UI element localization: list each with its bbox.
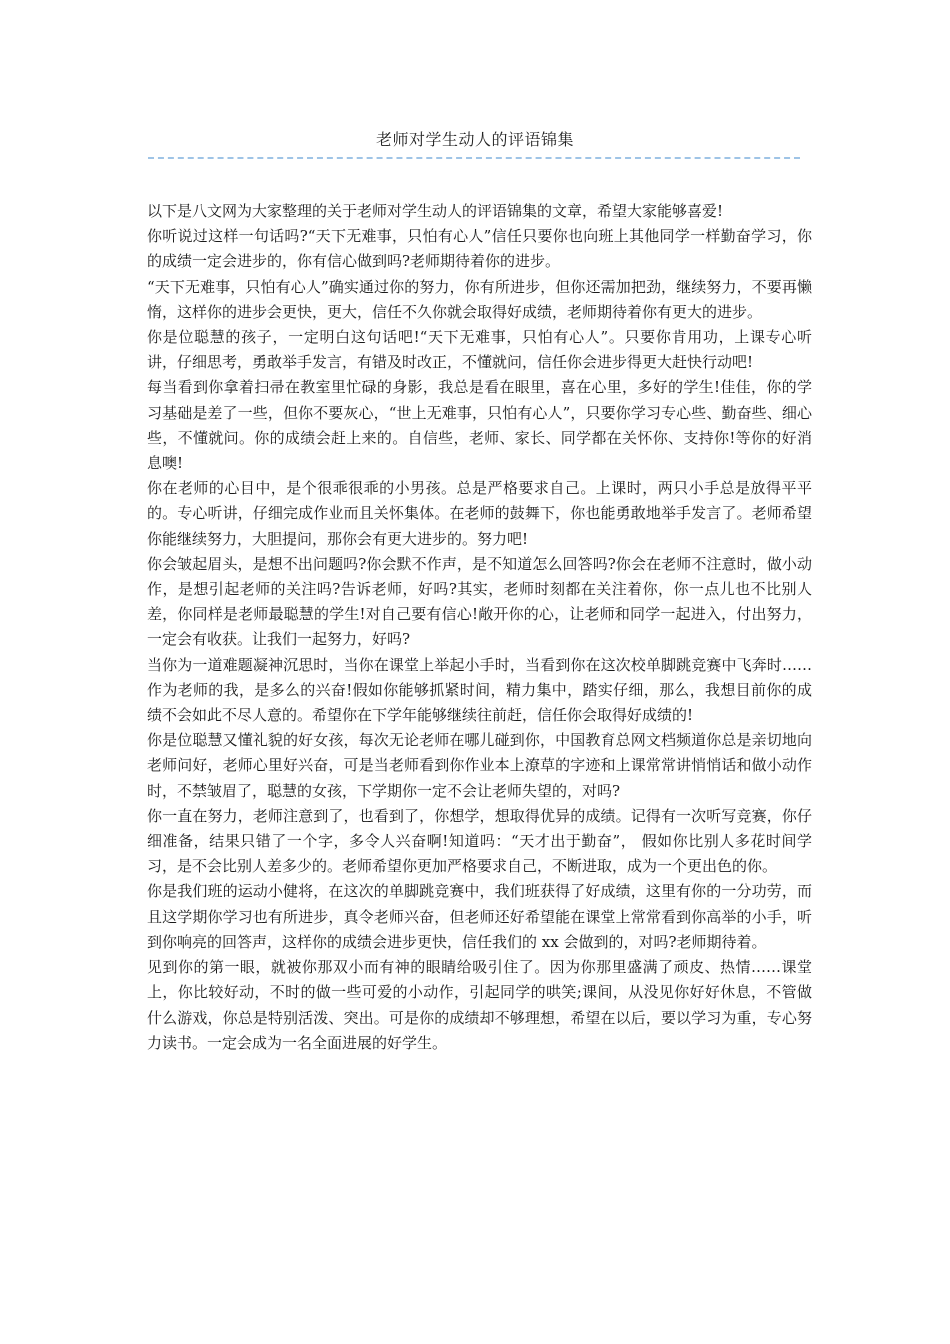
paragraph-intro: 以下是八文网为大家整理的关于老师对学生动人的评语锦集的文章，希望大家能够喜爱! (147, 202, 724, 220)
paragraph-comment-7: 当你为一道难题凝神沉思时，当你在课堂上举起小手时，当看到你在这次校单脚跳竞赛中飞奔时……作为老师的我，是多么的兴奋!假如你能够抓紧时间，精力集中，踏实仔细，那么，我想目前你的成绩不会如此不尽人意的。希望你在下学年能够继续往前赶，信任你会取得好成绩的! (147, 655, 812, 725)
paragraph-comment-3: 你是位聪慧的孩子，一定明白这句话吧!“天下无难事，只怕有心人”。只要你肯用功，上课专心听讲，仔细思考，勇敢举手发言，有错及时改正，不懂就问，信任你会进步得更大赶快行动吧! (147, 328, 812, 372)
paragraph-comment-9: 你一直在努力，老师注意到了，也看到了，你想学，想取得优异的成绩。记得有一次听写竞赛，你仔细准备，结果只错了一个字，多令人兴奋啊!知道吗：“天才出于勤奋”， 假如你比别人多花时间学习，是不会比别人差多少的。老师希望你更加严格要求自己，不断进取，成为一个更出色的你。 (147, 806, 812, 876)
paragraph-comment-4: 每当看到你拿着扫帚在教室里忙碌的身影，我总是看在眼里，喜在心里，多好的学生!佳佳，你的学习基础是差了一些，但你不要灰心，“世上无难事，只怕有心人”，只要你学习专心些、勤奋些、细心些，不懂就问。你的成绩会赶上来的。自信些，老师、家长、同学都在关怀你、支持你!等你的好消息噢! (147, 378, 812, 473)
paragraph-comment-11: 见到你的第一眼，就被你那双小而有神的眼睛给吸引住了。因为你那里盛满了顽皮、热情……课堂上，你比较好动，不时的做一些可爱的小动作，引起同学的哄笑;课间，从没见你好好休息，不管做什么游戏，你总是特别活泼、突出。可是你的成绩却不够理想，希望在以后，要以学习为重，专心努力读书。一定会成为一名全面进展的好学生。 (147, 958, 812, 1052)
paragraph-comment-2: “天下无难事，只怕有心人”确实通过你的努力，你有所进步，但你还需加把劲，继续努力，不要再懒惰，这样你的进步会更快，更大，信任不久你就会取得好成绩，老师期待着你有更大的进步。 (147, 277, 812, 321)
paragraph-comment-10: 你是我们班的运动小健将，在这次的单脚跳竞赛中，我们班获得了好成绩，这里有你的一分功劳，而且这学期你学习也有所进步，真令老师兴奋，但老师还好希望能在课堂上常常看到你高举的小手，听到你响亮的回答声，这样你的成绩会进步更快，信任我们的 xx 会做到的，对吗?老师期待着。 (147, 882, 812, 951)
document-title: 老师对学生动人的评语锦集 (375, 130, 574, 149)
document-body (147, 199, 812, 1056)
paragraph-comment-6: 你会皱起眉头，是想不出问题吗?你会默不作声，是不知道怎么回答吗?你会在老师不注意时，做小动作，是想引起老师的关注吗?告诉老师，好吗?其实，老师时刻都在关注着你，你一点儿也不比别人差，你同样是老师最聪慧的学生!对自己要有信心!敞开你的心，让老师和同学一起进入，付出努力，一定会有收获。让我们一起努力，好吗? (147, 554, 812, 649)
paragraph-comment-5: 你在老师的心目中，是个很乖很乖的小男孩。总是严格要求自己。上课时，两只小手总是放得平平的。专心听讲，仔细完成作业而且关怀集体。在老师的鼓舞下，你也能勇敢地举手发言了。老师希望你能继续努力，大胆提问，那你会有更大进步的。努力吧! (147, 479, 812, 548)
paragraph-comment-8: 你是位聪慧又懂礼貌的好女孩，每次无论老师在哪儿碰到你，中国教育总网文档频道你总是亲切地向老师问好，老师心里好兴奋，可是当老师看到你作业本上潦草的字迹和上课常常讲悄悄话和做小动作时，不禁皱眉了，聪慧的女孩，下学期你一定不会让老师失望的，对吗? (147, 731, 812, 800)
paragraph-comment-1: 你听说过这样一句话吗?“天下无难事，只怕有心人”信任只要你也向班上其他同学一样勤奋学习，你的成绩一定会进步的，你有信心做到吗?老师期待着你的进步。 (147, 227, 812, 271)
title-divider (148, 157, 800, 159)
